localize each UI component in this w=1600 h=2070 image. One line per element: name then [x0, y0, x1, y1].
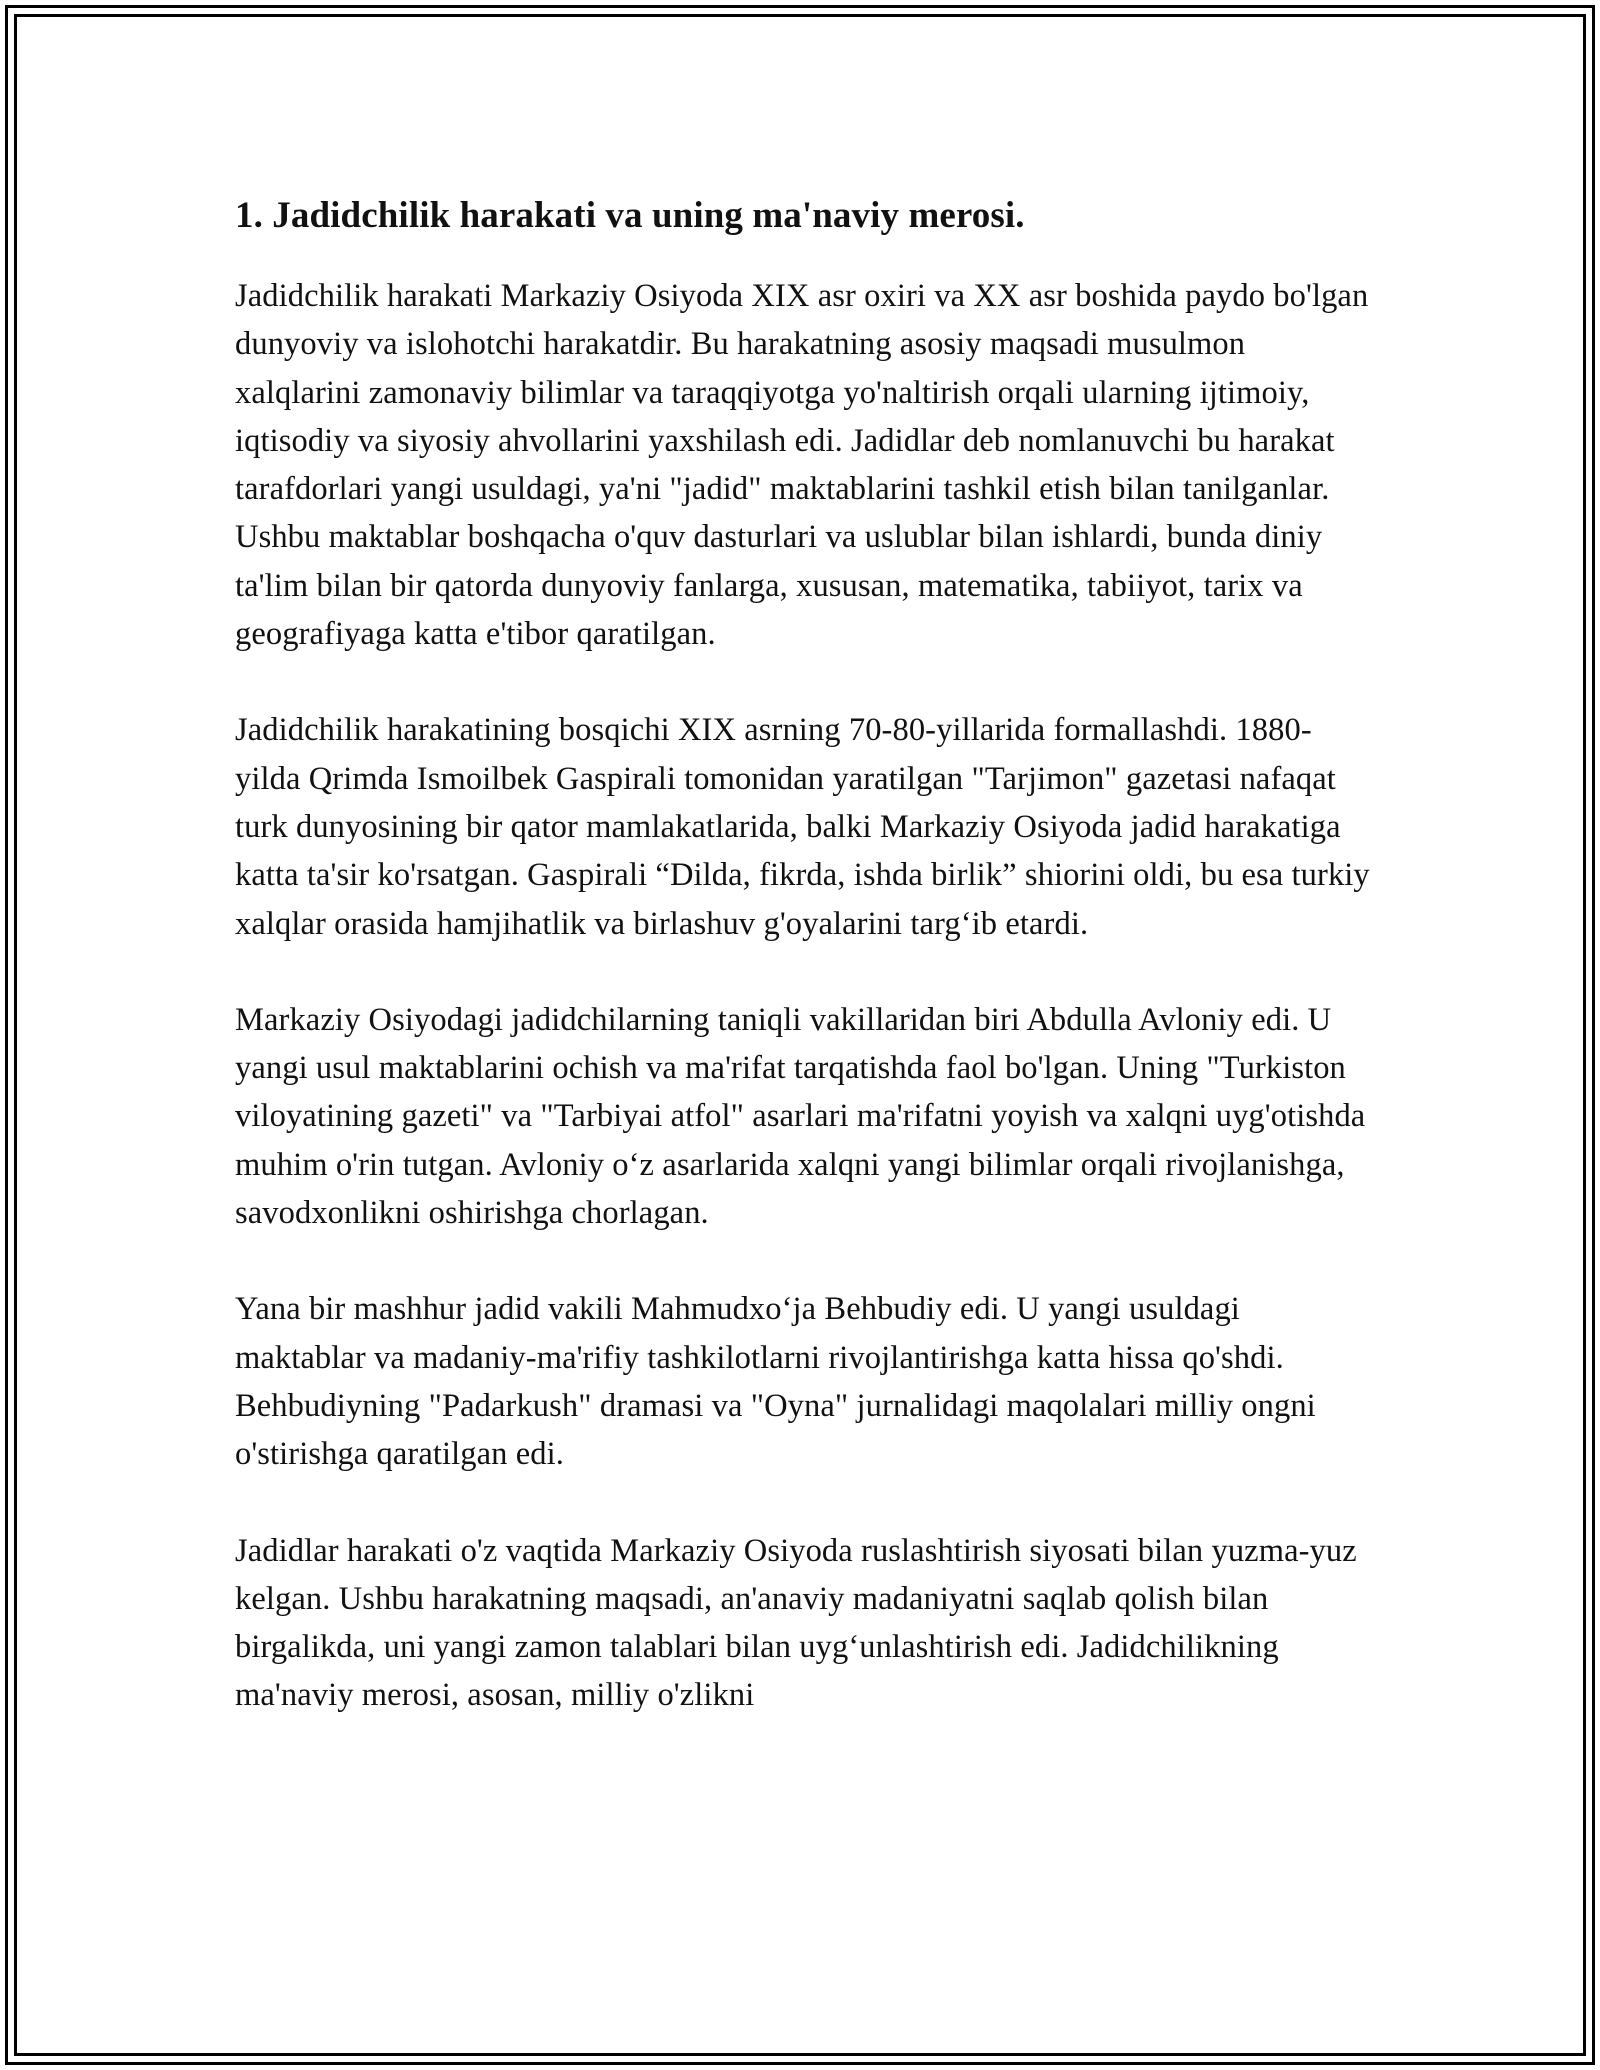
paragraph-5: Jadidlar harakati o'z vaqtida Markaziy Osiyoda ruslashtirish siyosati bilan yuzma-yuz kelgan. Ushbu harakatning maqsadi, an'anaviy madaniyatni saqlab qolish bilan birgalikda, uni yangi zamon talablari bilan uyg‘unlashtirish edi. Jadidchilikning ma'naviy merosi, asosan, milliy o'zlikni	[235, 1532, 1357, 1714]
document-body	[235, 188, 1375, 1768]
paragraph-2: Jadidchilik harakatining bosqichi XIX asrning 70-80-yillarida formallashdi. 1880-yilda Qrimda Ismoilbek Gaspirali tomonidan yaratilgan "Tarjimon" gazetasi nafaqat turk dunyosining bir qator mamlakatlarida, balki Markaziy Osiyoda jadid harakatiga katta ta'sir ko'rsatgan. Gaspirali “Dilda, fikrda, ishda birlik” shiorini oldi, bu esa turkiy xalqlar orasida hamjihatlik va birlashuv g'oyalarini targ‘ib etardi.	[235, 712, 1370, 942]
document-title: 1. Jadidchilik harakati va uning ma'naviy merosi.	[235, 195, 1025, 236]
paragraph-1: Jadidchilik harakati Markaziy Osiyoda XIX asr oxiri va XX asr boshida paydo bo'lgan dunyoviy va islohotchi harakatdir. Bu harakatning asosiy maqsadi musulmon xalqlarini zamonaviy bilimlar va taraqqiyotga yo'naltirish orqali ularning ijtimoiy, iqtisodiy va siyosiy ahvollarini yaxshilash edi. Jadidlar deb nomlanuvchi bu harakat tarafdorlari yangi usuldagi, ya'ni "jadid" maktablarini tashkil etish bilan tanilganlar. Ushbu maktablar boshqacha o'quv dasturlari va uslublar bilan ishlardi, bunda diniy ta'lim bilan bir qatorda dunyoviy fanlarga, xususan, matematika, tabiiyot, tarix va geografiyaga katta e'tibor qaratilgan.	[235, 278, 1369, 653]
paragraph-3: Markaziy Osiyodagi jadidchilarning taniqli vakillaridan biri Abdulla Avloniy edi. U yangi usul maktablarini ochish va ma'rifat tarqatishda faol bo'lgan. Uning "Turkiston viloyatining gazeti" va "Tarbiyai atfol" asarlari ma'rifatni yoyish va xalqni uyg'otishda muhim o'rin tutgan. Avloniy o‘z asarlarida xalqni yangi bilimlar orqali rivojlanishga, savodxonlikni oshirishga chorlagan.	[235, 1001, 1366, 1232]
paragraph-4: Yana bir mashhur jadid vakili Mahmudxo‘ja Behbudiy edi. U yangi usuldagi maktablar va madaniy-ma'rifiy tashkilotlarni rivojlantirishga katta hissa qo'shdi. Behbudiyning "Padarkush" dramasi va "Oyna" jurnalidagi maqolalari milliy ongni o'stirishga qaratilgan edi.	[235, 1291, 1316, 1473]
